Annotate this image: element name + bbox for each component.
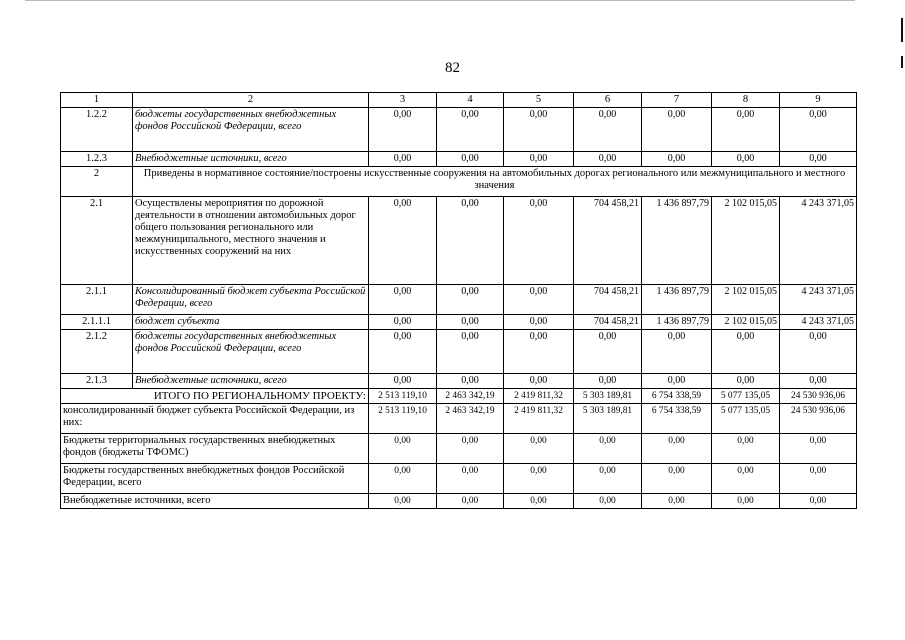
value-cell: 0,00 [780,108,857,152]
summary-value-cell: 0,00 [574,434,642,464]
value-cell: 0,00 [369,285,437,315]
section-title: Приведены в нормативное состояние/построены искусственные сооружения на автомобильных дорогах регионального или межмуниципального и местного значения [133,167,857,197]
summary-value-cell: 2 513 119,10 [369,404,437,434]
value-cell: 0,00 [504,197,574,285]
row-code: 2.1.3 [61,374,133,389]
row-label: Консолидированный бюджет субъекта Российской Федерации, всего [133,285,369,315]
header-cell: 5 [504,93,574,108]
row-code: 1.2.2 [61,108,133,152]
summary-row [61,494,857,509]
value-cell: 704 458,21 [574,197,642,285]
summary-row [61,434,857,464]
value-cell: 0,00 [780,152,857,167]
row-label: бюджет субъекта [133,315,369,330]
summary-value-cell: 0,00 [712,434,780,464]
value-cell: 0,00 [437,152,504,167]
summary-value-cell: 24 530 936,06 [780,404,857,434]
totals-label: ИТОГО ПО РЕГИОНАЛЬНОМУ ПРОЕКТУ: [61,389,369,404]
value-cell: 0,00 [642,152,712,167]
value-cell: 0,00 [574,152,642,167]
value-cell: 0,00 [504,330,574,374]
summary-value-cell: 2 419 811,32 [504,404,574,434]
value-cell: 704 458,21 [574,285,642,315]
header-cell: 8 [712,93,780,108]
summary-value-cell: 0,00 [780,494,857,509]
total-value-cell: 6 754 338,59 [642,389,712,404]
total-value-cell: 24 530 936,06 [780,389,857,404]
summary-value-cell: 5 303 189,81 [574,404,642,434]
table-row [61,197,857,285]
value-cell: 0,00 [369,197,437,285]
value-cell: 2 102 015,05 [712,285,780,315]
summary-value-cell: 0,00 [574,464,642,494]
total-value-cell: 5 303 189,81 [574,389,642,404]
header-cell: 1 [61,93,133,108]
scan-top-rule [25,0,855,1]
value-cell: 1 436 897,79 [642,285,712,315]
row-label: бюджеты государственных внебюджетных фондов Российской Федерации, всего [133,330,369,374]
value-cell: 1 436 897,79 [642,315,712,330]
value-cell: 0,00 [437,108,504,152]
summary-value-cell: 0,00 [712,464,780,494]
table-row [61,374,857,389]
header-cell: 6 [574,93,642,108]
header-cell: 3 [369,93,437,108]
header-cell: 2 [133,93,369,108]
summary-value-cell: 0,00 [369,464,437,494]
summary-value-cell: 0,00 [642,464,712,494]
value-cell: 0,00 [642,374,712,389]
table-row [61,285,857,315]
row-code: 2.1.2 [61,330,133,374]
value-cell: 0,00 [780,330,857,374]
value-cell: 0,00 [369,108,437,152]
value-cell: 0,00 [574,330,642,374]
value-cell: 0,00 [369,374,437,389]
summary-value-cell: 5 077 135,05 [712,404,780,434]
value-cell: 2 102 015,05 [712,315,780,330]
summary-value-cell: 0,00 [437,434,504,464]
budget-table [60,92,857,509]
summary-value-cell: 0,00 [780,464,857,494]
value-cell: 0,00 [504,315,574,330]
summary-value-cell: 0,00 [504,464,574,494]
row-label: Осуществлены мероприятия по дорожной деятельности в отношении автомобильных дорог общего пользования регионального или межмуниципального, местного значения и искусственных сооружений на них [133,197,369,285]
value-cell: 4 243 371,05 [780,197,857,285]
value-cell: 0,00 [780,374,857,389]
summary-value-cell: 0,00 [642,434,712,464]
value-cell: 0,00 [369,152,437,167]
summary-value-cell: 0,00 [712,494,780,509]
summary-value-cell: 0,00 [504,434,574,464]
value-cell: 0,00 [574,374,642,389]
value-cell: 0,00 [712,330,780,374]
summary-value-cell: 0,00 [437,464,504,494]
row-label: Внебюджетные источники, всего [133,152,369,167]
row-label: бюджеты государственных внебюджетных фондов Российской Федерации, всего [133,108,369,152]
value-cell: 2 102 015,05 [712,197,780,285]
row-code: 2.1.1.1 [61,315,133,330]
value-cell: 0,00 [504,108,574,152]
summary-row [61,404,857,434]
header-cell: 7 [642,93,712,108]
value-cell: 0,00 [712,374,780,389]
summary-label: консолидированный бюджет субъекта Российской Федерации, из них: [61,404,369,434]
summary-value-cell: 0,00 [642,494,712,509]
totals-row [61,389,857,404]
summary-value-cell: 0,00 [780,434,857,464]
summary-value-cell: 2 463 342,19 [437,404,504,434]
table-row [61,152,857,167]
value-cell: 0,00 [712,152,780,167]
table-row [61,108,857,152]
section-code: 2 [61,167,133,197]
value-cell: 4 243 371,05 [780,315,857,330]
value-cell: 0,00 [504,152,574,167]
value-cell: 1 436 897,79 [642,197,712,285]
summary-label: Бюджеты государственных внебюджетных фондов Российской Федерации, всего [61,464,369,494]
value-cell: 0,00 [437,197,504,285]
total-value-cell: 2 463 342,19 [437,389,504,404]
summary-value-cell: 0,00 [574,494,642,509]
row-code: 2.1.1 [61,285,133,315]
value-cell: 0,00 [437,315,504,330]
value-cell: 0,00 [437,374,504,389]
value-cell: 0,00 [504,285,574,315]
page-number: 82 [445,60,460,76]
value-cell: 0,00 [437,330,504,374]
table-row [61,315,857,330]
value-cell: 0,00 [642,330,712,374]
value-cell: 0,00 [712,108,780,152]
value-cell: 4 243 371,05 [780,285,857,315]
summary-value-cell: 0,00 [369,434,437,464]
row-label: Внебюджетные источники, всего [133,374,369,389]
summary-value-cell: 0,00 [504,494,574,509]
table-row [61,330,857,374]
summary-row [61,464,857,494]
value-cell: 0,00 [574,108,642,152]
summary-value-cell: 6 754 338,59 [642,404,712,434]
section-row [61,167,857,197]
value-cell: 0,00 [369,330,437,374]
value-cell: 0,00 [437,285,504,315]
header-cell: 4 [437,93,504,108]
row-code: 2.1 [61,197,133,285]
value-cell: 704 458,21 [574,315,642,330]
summary-label: Бюджеты территориальных государственных внебюджетных фондов (бюджеты ТФОМС) [61,434,369,464]
header-cell: 9 [780,93,857,108]
value-cell: 0,00 [642,108,712,152]
value-cell: 0,00 [504,374,574,389]
row-code: 1.2.3 [61,152,133,167]
summary-value-cell: 0,00 [369,494,437,509]
header-row [61,93,857,108]
summary-value-cell: 0,00 [437,494,504,509]
scan-edge-mark [901,18,903,42]
total-value-cell: 2 419 811,32 [504,389,574,404]
summary-label: Внебюджетные источники, всего [61,494,369,509]
total-value-cell: 2 513 119,10 [369,389,437,404]
total-value-cell: 5 077 135,05 [712,389,780,404]
value-cell: 0,00 [369,315,437,330]
